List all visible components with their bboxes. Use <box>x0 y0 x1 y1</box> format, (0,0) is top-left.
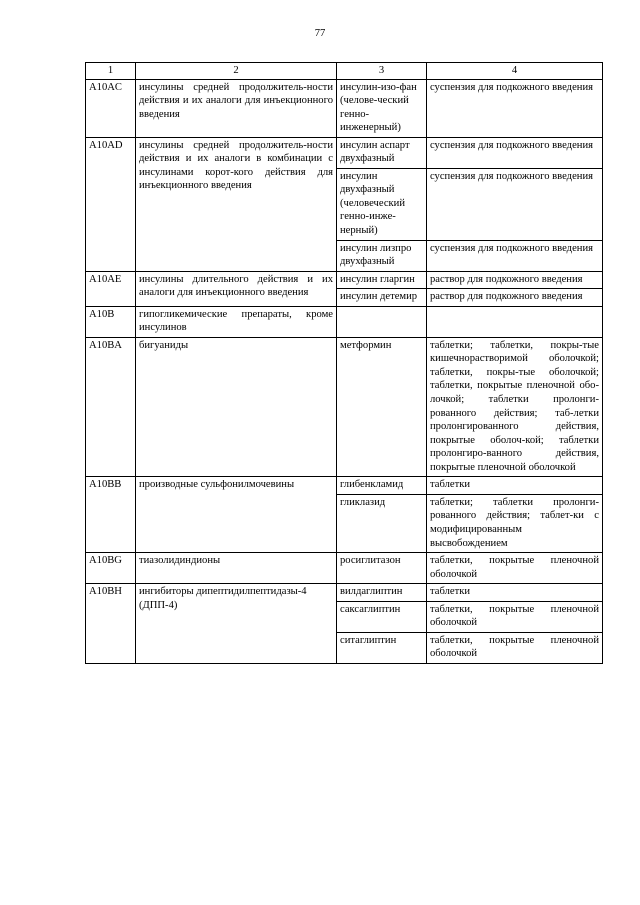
table-row <box>86 79 603 137</box>
page-number: 77 <box>314 28 326 39</box>
form-cell: суспензия для подкожного введения <box>427 240 603 271</box>
group-cell: ингибиторы дипептидилпептидазы-4 (ДПП-4) <box>136 584 337 664</box>
atc-code-cell: A10BG <box>86 553 136 584</box>
atc-code-cell: A10B <box>86 306 136 337</box>
drug-cell: ситаглиптин <box>337 632 427 663</box>
form-cell: таблетки, покрытые пленочной оболочкой <box>427 553 603 584</box>
drug-cell: инсулин-изо-фан (челове-ческий генно-инженерный) <box>337 79 427 137</box>
drug-cell <box>337 306 427 337</box>
table-row <box>86 306 603 337</box>
group-cell: гипогликемические препараты, кроме инсулинов <box>136 306 337 337</box>
drug-cell: глибенкламид <box>337 477 427 495</box>
form-cell: раствор для подкожного введения <box>427 289 603 307</box>
drug-cell: метформин <box>337 337 427 476</box>
group-cell: тиазолидиндионы <box>136 553 337 584</box>
form-cell: суспензия для подкожного введения <box>427 137 603 168</box>
drug-cell: инсулин лизпро двухфазный <box>337 240 427 271</box>
group-cell: производные сульфонилмочевины <box>136 477 337 553</box>
table-row <box>86 553 603 584</box>
form-cell: раствор для подкожного введения <box>427 271 603 289</box>
drug-cell: саксаглиптин <box>337 601 427 632</box>
drug-cell: вилдаглиптин <box>337 584 427 602</box>
drug-cell: инсулин детемир <box>337 289 427 307</box>
atc-code-cell: A10AC <box>86 79 136 137</box>
drug-table <box>85 62 603 664</box>
table-row <box>86 477 603 495</box>
form-cell: таблетки <box>427 584 603 602</box>
table-row <box>86 271 603 289</box>
form-cell: таблетки <box>427 477 603 495</box>
atc-code-cell: A10AE <box>86 271 136 306</box>
header-cell: 4 <box>427 63 603 80</box>
form-cell: таблетки, покрытые пленочной оболочкой <box>427 632 603 663</box>
group-cell: инсулины длительного действия и их аналоги для инъекционного введения <box>136 271 337 306</box>
group-cell: инсулины средней продолжитель-ности действия и их аналоги для инъекционного введения <box>136 79 337 137</box>
group-cell: инсулины средней продолжитель-ности действия и их аналоги в комбинации с инсулинами корот-кого действия для инъекционного введения <box>136 137 337 271</box>
atc-code-cell: A10BA <box>86 337 136 476</box>
form-cell: таблетки; таблетки пролонги-рованного действия; таблет-ки с модифицированным высвобождением <box>427 494 603 552</box>
header-cell: 3 <box>337 63 427 80</box>
drug-cell: инсулин гларгин <box>337 271 427 289</box>
atc-code-cell: A10AD <box>86 137 136 271</box>
drug-cell: инсулин аспарт двухфазный <box>337 137 427 168</box>
drug-cell: росиглитазон <box>337 553 427 584</box>
table-header-row <box>86 63 603 80</box>
header-cell: 2 <box>136 63 337 80</box>
form-cell <box>427 306 603 337</box>
drug-cell: инсулин двухфазный (человеческий генно-инже-нерный) <box>337 168 427 240</box>
atc-code-cell: A10BB <box>86 477 136 553</box>
table-row <box>86 584 603 602</box>
atc-code-cell: A10BH <box>86 584 136 664</box>
drug-cell: гликлазид <box>337 494 427 552</box>
form-cell: таблетки; таблетки, покры-тые кишечнорастворимой оболочкой; таблетки, покры-тые оболочкой; таблетки, покрытые пленочной обо-лочкой; таблетки пролонги-рованного действия; таб-летки пролонгированного действия, покрытые оболоч-кой; таблетки пролонгиро-ванного действия, покрытые пленочной оболочкой <box>427 337 603 476</box>
table-row <box>86 137 603 168</box>
form-cell: суспензия для подкожного введения <box>427 168 603 240</box>
table-row <box>86 337 603 476</box>
header-cell: 1 <box>86 63 136 80</box>
form-cell: суспензия для подкожного введения <box>427 79 603 137</box>
group-cell: бигуаниды <box>136 337 337 476</box>
form-cell: таблетки, покрытые пленочной оболочкой <box>427 601 603 632</box>
